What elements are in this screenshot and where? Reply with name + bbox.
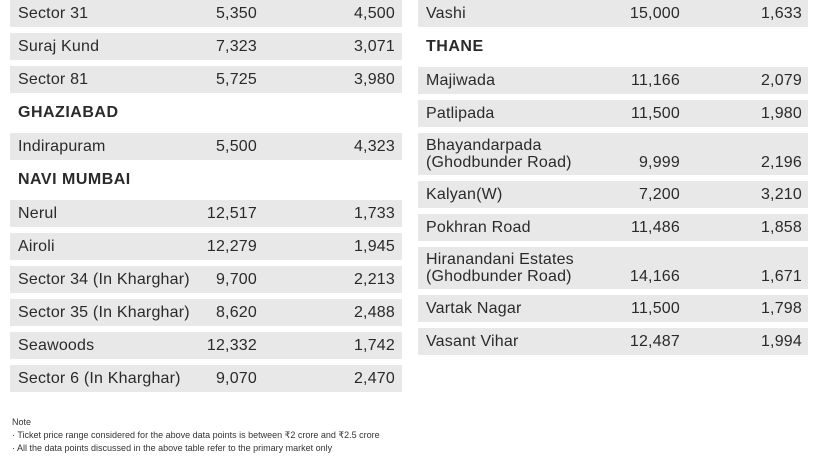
table-row bbox=[418, 328, 808, 355]
table-row bbox=[10, 66, 402, 93]
value-2: 4,500 bbox=[353, 5, 395, 22]
locality-name: Sector 31 bbox=[18, 5, 89, 22]
table-row bbox=[10, 365, 402, 392]
value-1: 15,000 bbox=[629, 5, 680, 22]
table-row bbox=[418, 295, 808, 322]
value-2: 1,733 bbox=[353, 205, 395, 222]
locality-name: Kalyan(W) bbox=[426, 186, 503, 203]
value-2: 2,488 bbox=[353, 304, 395, 321]
table-row bbox=[418, 67, 808, 94]
value-1: 8,620 bbox=[215, 304, 257, 321]
note-line: · Ticket price range considered for the above data points is between ₹2 crore and ₹2.5 crore bbox=[12, 430, 380, 440]
value-1: 11,486 bbox=[631, 219, 680, 236]
value-1: 9,700 bbox=[215, 271, 257, 288]
table-row bbox=[418, 247, 808, 289]
locality-name: Nerul bbox=[18, 205, 58, 222]
locality-name: Seawoods bbox=[18, 337, 95, 354]
value-1: 5,350 bbox=[215, 5, 257, 22]
value-1: 5,725 bbox=[215, 71, 257, 88]
value-2: 3,210 bbox=[760, 186, 802, 203]
value-1: 11,500 bbox=[631, 300, 680, 317]
locality-name: Pokhran Road bbox=[426, 219, 531, 236]
value-1: 12,487 bbox=[629, 333, 680, 350]
value-2: 1,633 bbox=[760, 5, 802, 22]
value-2: 1,858 bbox=[760, 219, 802, 236]
locality-name-line1: Hiranandani Estates bbox=[426, 251, 574, 268]
table-row bbox=[418, 181, 808, 208]
locality-name: Patlipada bbox=[426, 105, 495, 122]
value-2: 2,213 bbox=[353, 271, 395, 288]
locality-name: Indirapuram bbox=[18, 138, 106, 155]
value-2: 1,742 bbox=[353, 337, 395, 354]
section-heading-ghaziabad: GHAZIABAD bbox=[18, 104, 119, 121]
table-row bbox=[10, 33, 402, 60]
value-1: 9,070 bbox=[215, 370, 257, 387]
section-heading-thane: THANE bbox=[426, 38, 484, 55]
value-1: 7,323 bbox=[215, 38, 257, 55]
left-column bbox=[10, 0, 402, 398]
value-2: 1,798 bbox=[760, 300, 802, 317]
locality-name: Vartak Nagar bbox=[426, 300, 522, 317]
value-2: 1,945 bbox=[353, 238, 395, 255]
table-row bbox=[10, 233, 402, 260]
table-row bbox=[10, 332, 402, 359]
locality-name: Airoli bbox=[18, 238, 55, 255]
value-1: 5,500 bbox=[215, 138, 257, 155]
value-2: 4,323 bbox=[353, 138, 395, 155]
right-column bbox=[418, 0, 808, 361]
table-row bbox=[418, 214, 808, 241]
locality-name: Sector 81 bbox=[18, 71, 89, 88]
locality-name-line1: Bhayandarpada bbox=[426, 137, 542, 154]
section-heading-navi-mumbai: NAVI MUMBAI bbox=[18, 171, 131, 188]
locality-name bbox=[418, 137, 596, 171]
value-1: 7,200 bbox=[638, 186, 680, 203]
locality-name: Sector 6 (In Kharghar) bbox=[18, 370, 181, 387]
locality-name: Vashi bbox=[426, 5, 466, 22]
locality-name-line2: (Ghodbunder Road) bbox=[426, 268, 572, 285]
note-title: Note bbox=[12, 417, 32, 427]
value-1: 9,999 bbox=[638, 154, 680, 171]
locality-name: Sector 35 (In Kharghar) bbox=[18, 304, 190, 321]
locality-name bbox=[418, 251, 596, 285]
table-row bbox=[10, 266, 402, 293]
table-row bbox=[10, 299, 402, 326]
value-2: 1,994 bbox=[760, 333, 802, 350]
value-1: 12,517 bbox=[206, 205, 257, 222]
value-2: 1,671 bbox=[760, 268, 802, 285]
table-row bbox=[10, 200, 402, 227]
locality-name: Vasant Vihar bbox=[426, 333, 519, 350]
table-row bbox=[10, 133, 402, 160]
table-row bbox=[418, 0, 808, 27]
value-2: 2,079 bbox=[760, 72, 802, 89]
value-2: 2,196 bbox=[760, 154, 802, 171]
value-2: 3,071 bbox=[353, 38, 395, 55]
value-2: 1,980 bbox=[760, 105, 802, 122]
locality-name: Majiwada bbox=[426, 72, 496, 89]
value-1: 11,500 bbox=[631, 105, 680, 122]
footnotes bbox=[12, 416, 380, 455]
table-row bbox=[418, 100, 808, 127]
table-row bbox=[418, 133, 808, 175]
value-1: 12,279 bbox=[206, 238, 257, 255]
table-row bbox=[10, 0, 402, 27]
value-2: 2,470 bbox=[353, 370, 395, 387]
value-1: 11,166 bbox=[631, 72, 680, 89]
value-2: 3,980 bbox=[353, 71, 395, 88]
locality-name-line2: (Ghodbunder Road) bbox=[426, 154, 572, 171]
value-1: 14,166 bbox=[629, 268, 680, 285]
note-line: · All the data points discussed in the above table refer to the primary market only bbox=[12, 443, 333, 453]
locality-name: Sector 34 (In Kharghar) bbox=[18, 271, 190, 288]
value-1: 12,332 bbox=[206, 337, 257, 354]
locality-name: Suraj Kund bbox=[18, 38, 100, 55]
